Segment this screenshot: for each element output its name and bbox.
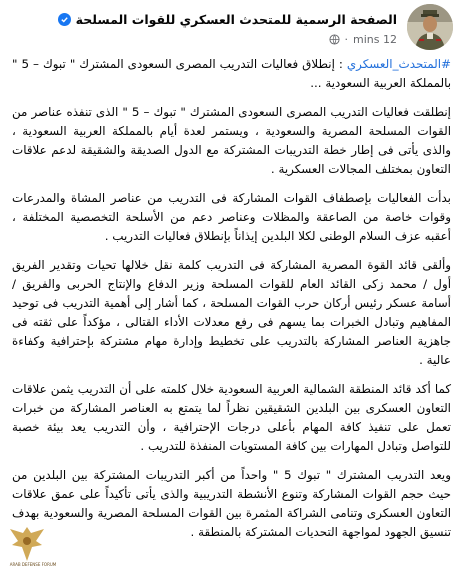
post-meta [329,33,397,46]
paragraph-2: بدأت الفعاليات بإصطفاف القوات المشاركة فى التدريب من عناصر المشاة والمدرعات وقوات خاصة من الصاعقة والمظلات وعناصر دعم من الأسلحة التخصصية المختلفة ، أعقبه عزف السلام الوطنى لكلا البلدين إيذاناً بإنطلاق فعاليات التدريب . [12,191,451,243]
page-avatar[interactable] [407,4,453,50]
post-body [12,55,451,552]
post-header [10,4,453,52]
paragraph-1: إنطلقت فعاليات التدريب المصرى السعودى المشترك " تبوك – 5 " الذى تنفذه عناصر من القوات المسلحة المصرية والسعودية ، ويستمر لعدة أيام بالمملكة العربية السعودية ، والذى يأتى فى إطار خطة التدريبات المشتركة مع الدول الصديقة والشقيقة لدعم علاقات التعاون بمختلف المجالات العسكرية . [12,105,451,176]
watermark-logo [4,521,57,571]
post-lead [12,55,451,93]
post-timestamp[interactable]: 12 mins [353,33,397,46]
meta-separator: · [344,33,349,46]
globe-icon[interactable] [329,34,340,45]
page-name-row [58,12,397,27]
watermark-text: ARAB DEFENSE FORUM [9,562,57,567]
paragraph-5: ويعد التدريب المشترك " تبوك 5 " واحداً من أكبر التدريبات المشتركة بين البلدين من حيث حجم القوات المشاركة وتنوع الأنشطة التدريبية والذى يأتى تأكيداً على عمق علاقات التعاون العسكرى وتنامى الشراكة المثمرة بين القوات المسلحة المصرية والسعودية بهدف تنسيق الجهود لمواجهة التحديات المشتركة بالمنطقة . [12,468,451,539]
avatar-officer-icon [407,4,453,50]
hashtag-link[interactable]: #المتحدث_العسكري [346,57,451,71]
paragraph-4: كما أكد قائد المنطقة الشمالية العربية السعودية خلال كلمته على أن التدريب يثمن علاقات التعاون العسكرى بين البلدين الشقيقين نظراً لما يتمتع به العناصر المشاركة من خبرات تعمل على تنفيذ كافة المهام بأعلى درجات الإحترافية ، وأن التدريب يعد بيئة خصبة للتواصل وتبادل المهارات بين كافة المستويات المنفذة للتدريب . [12,382,451,453]
paragraph-3: وألقى قائد القوة المصرية المشاركة فى التدريب كلمة نقل خلالها تحيات وتقدير الفريق أول / محمد زكى القائد العام للقوات المسلحة وزير الدفاع والإنتاج الحربى والفريق / أسامة عسكر رئيس أركان حرب القوات المسلحة ، كما أشار إلى أهمية التدريب فى توحيد المفاهيم وتبادل الخبرات بما يسهم فى رفع معدلات الأداء القتالى ، مؤكداً على ثقته فى جاهزية العناصر المشاركة بالتدريب على تخطيط وإدارة مهام مشتركة بإحترافية وكفاءة عالية . [12,258,451,367]
page-name-link[interactable]: الصفحة الرسمية للمتحدث العسكري للقوات المسلحة [75,12,397,27]
verified-badge-icon [58,13,71,26]
lead-text: : إنطلاق فعاليات التدريب المصرى السعودى المشترك " تبوك – 5 " بالمملكة العربية السعودية ... [12,57,451,90]
